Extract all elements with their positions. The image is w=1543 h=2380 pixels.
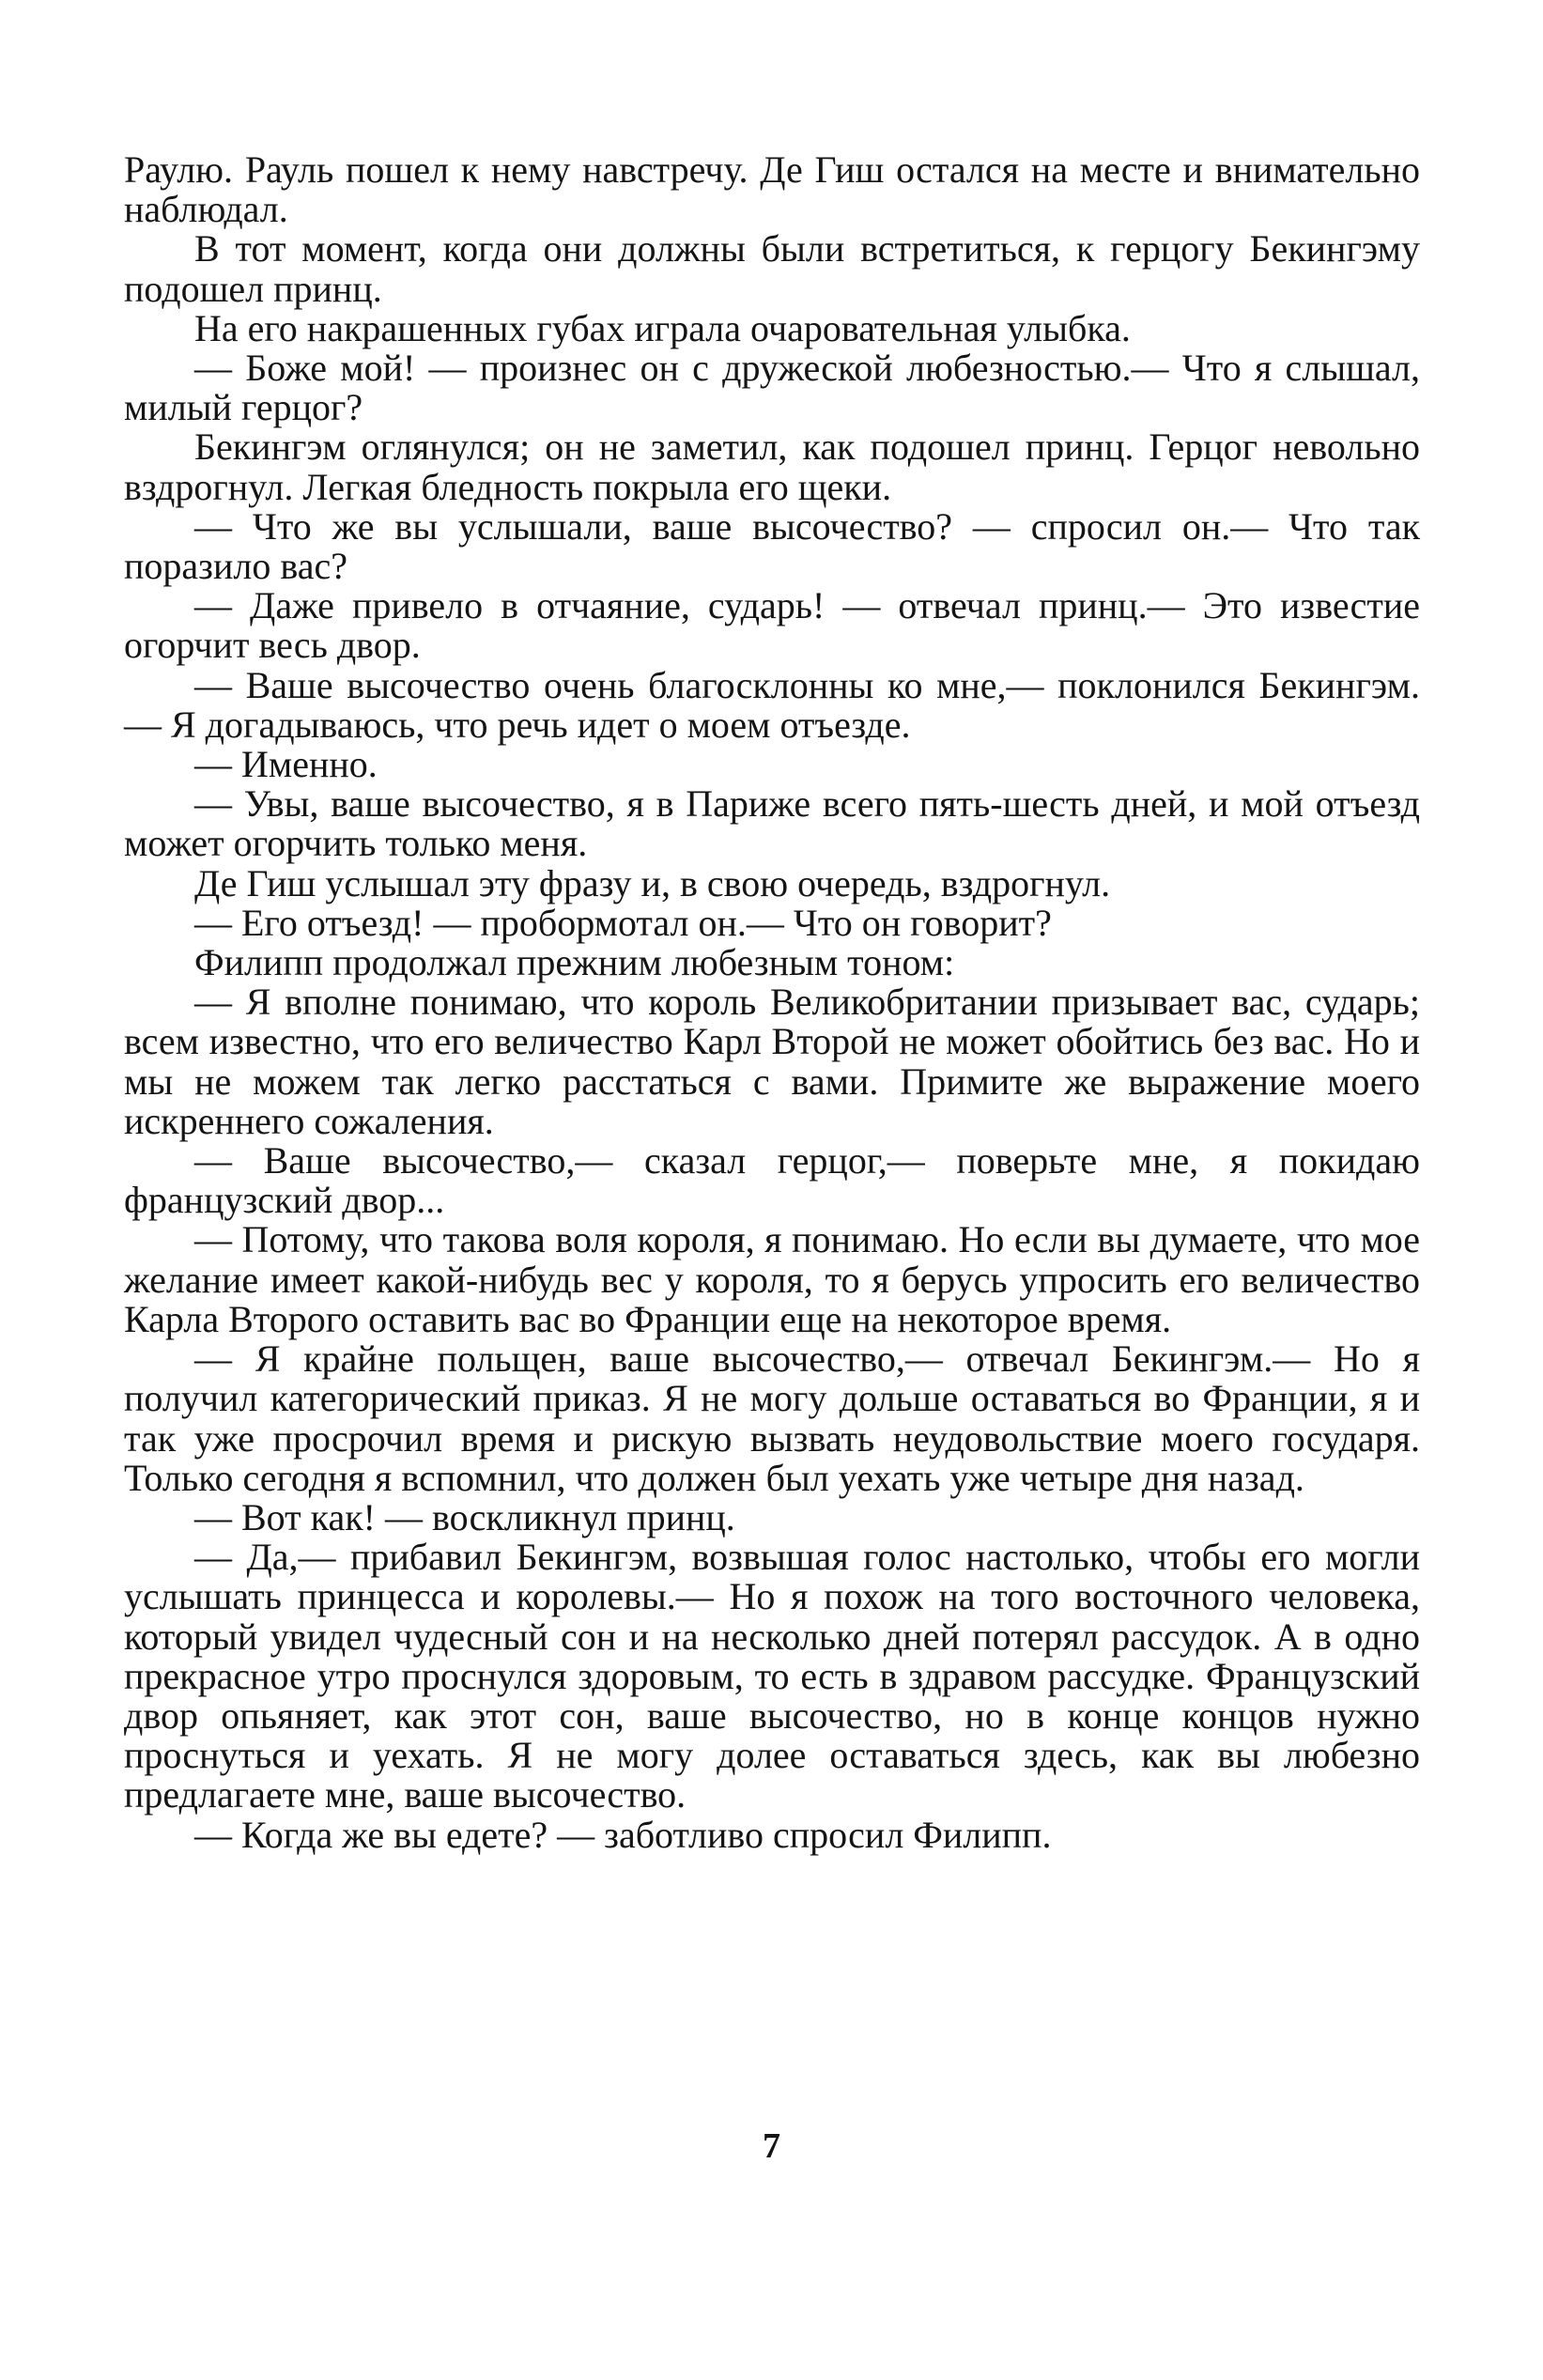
paragraph: — Именно.: [194, 743, 378, 786]
paragraph: — Увы, ваше высочество, я в Париже всего пять-шесть дней, и мой отъезд может огорчить только меня.: [124, 782, 1420, 865]
paragraph: — Я крайне польщен, ваше высочество,— отвечал Бекингэм.— Но я получил категорический приказ. Я не могу дольше оставаться во Франции, я и так уже просрочил время и рискую вызвать неудовольствие моего государя. Только сегодня я вспомнил, что должен был уехать уже четыре дня назад.: [124, 1337, 1420, 1499]
paragraph: Бекингэм оглянулся; он не заметил, как подошел принц. Герцог невольно вздрогнул. Легкая бледность покрыла его щеки.: [124, 425, 1420, 508]
paragraph: — Да,— прибавил Бекингэм, возвышая голос настолько, чтобы его могли услышать принцесса и королевы.— Но я похож на того восточного человека, который увидел чудесный сон и на несколько дней потерял рассудок. А в одно прекрасное утро проснулся здоровым, то есть в здравом рассудке. Французский двор опьяняет, как этот сон, ваше высочество, но в конце концов нужно проснуться и уехать. Я не могу долее оставаться здесь, как вы любезно предлагаете мне, ваше высочество.: [124, 1536, 1420, 1816]
paragraph: Де Гиш услышал эту фразу и, в свою очередь, вздрогнул.: [194, 861, 1111, 904]
page-body: [124, 150, 1420, 1855]
paragraph: — Когда же вы едете? — заботливо спросил Филипп.: [194, 1813, 1052, 1856]
paragraph: — Ваше высочество,— сказал герцог,— поверьте мне, я покидаю французский двор...: [124, 1139, 1420, 1222]
paragraph: — Ваше высочество очень благосклонны ко мне,— поклонился Бекингэм.— Я догадываюсь, что речь идет о моем отъезде.: [124, 663, 1420, 746]
paragraph: На его накрашенных губах играла очаровательная улыбка.: [194, 306, 1131, 349]
paragraph: — Вот как! — воскликнул принц.: [194, 1495, 735, 1538]
paragraph: Филипп продолжал прежним любезным тоном:: [194, 941, 955, 984]
paragraph: — Я вполне понимаю, что король Великобритании призывает вас, сударь; всем известно, что его величество Карл Второй не может обойтись без вас. Но и мы не можем так легко расстаться с вами. Примите же выражение моего искреннего сожаления.: [124, 981, 1420, 1142]
paragraph: В тот момент, когда они должны были встретиться, к герцогу Бекингэму подошел принц.: [124, 227, 1420, 310]
paragraph: — Что же вы услышали, ваше высочество? — спросил он.— Что так поразило вас?: [124, 504, 1420, 588]
paragraph: — Боже мой! — произнес он с дружеской любезностью.— Что я слышал, милый герцог?: [124, 347, 1420, 429]
paragraph: — Даже привело в отчаяние, сударь! — отвечал принц.— Это известие огорчит весь двор.: [124, 584, 1420, 667]
paragraph: — Его отъезд! — пробормотал он.— Что он говорит?: [194, 901, 1052, 944]
page-number: 7: [763, 2126, 780, 2166]
paragraph: Раулю. Рауль пошел к нему навстречу. Де Гиш остался на месте и внимательно наблюдал.: [124, 148, 1420, 231]
paragraph: — Потому, что такова воля короля, я понимаю. Но если вы думаете, что мое желание имеет какой-нибудь вес у короля, то я берусь упросить его величество Карла Второго оставить вас во Франции еще на некоторое время.: [124, 1218, 1420, 1340]
